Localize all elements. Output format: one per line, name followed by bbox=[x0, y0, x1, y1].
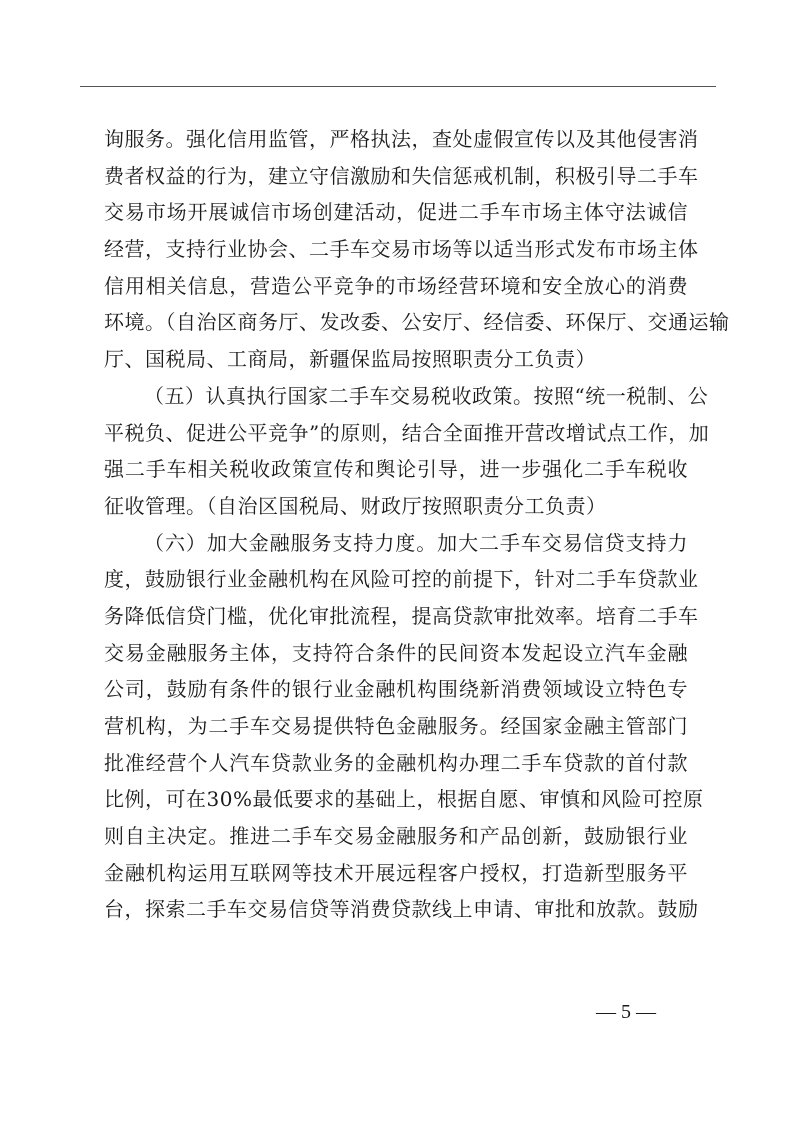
text-line: 公司，鼓励有条件的银行业金融机构围绕新消费领域设立特色专 bbox=[104, 677, 688, 702]
text-line: 费者权益的行为，建立守信激励和失信惩戒机制，积极引导二手车 bbox=[104, 163, 699, 188]
text-line: 交易市场开展诚信市场创建活动，促进二手车市场主体守法诚信 bbox=[104, 200, 688, 225]
text-line: 信用相关信息，营造公平竞争的市场经营环境和安全放心的消费 bbox=[104, 273, 688, 298]
page-number: — 5 — bbox=[596, 1001, 656, 1023]
body-text bbox=[104, 121, 730, 928]
text-line: 批准经营个人汽车贷款业务的金融机构办理二手车贷款的首付款 bbox=[104, 750, 688, 775]
text-line: 比例，可在30%最低要求的基础上，根据自愿、审慎和风险可控原 bbox=[104, 787, 704, 812]
header-rule bbox=[80, 86, 716, 87]
text-line: 平税负、促进公平竞争”的原则，结合全面推开营改增试点工作，加 bbox=[104, 420, 710, 445]
text-line: 金融机构运用互联网等技术开展远程客户授权，打造新型服务平 bbox=[104, 860, 688, 885]
text-line: 度，鼓励银行业金融机构在风险可控的前提下，针对二手车贷款业 bbox=[104, 567, 699, 592]
text-line: 征收管理。（自治区国税局、财政厅按照职责分工负责） bbox=[104, 493, 607, 518]
text-line: 交易金融服务主体，支持符合条件的民间资本发起设立汽车金融 bbox=[104, 640, 688, 665]
section-heading-line: （六）加大金融服务支持力度。加大二手车交易信贷支持力 bbox=[144, 530, 688, 555]
text-line: 营机构，为二手车交易提供特色金融服务。经国家金融主管部门 bbox=[104, 714, 688, 738]
text-line: 厅、国税局、工商局，新疆保监局按照职责分工负责） bbox=[104, 347, 596, 372]
section-heading-line: （五）认真执行国家二手车交易税收政策。按照“统一税制、公 bbox=[144, 383, 709, 408]
text-line: 环境。（自治区商务厅、发改委、公安厅、经信委、环保厅、交通运输 bbox=[104, 310, 730, 335]
text-line: 务降低信贷门槛，优化审批流程，提高贷款审批效率。培育二手车 bbox=[104, 603, 699, 628]
text-line: 询服务。强化信用监管，严格执法，查处虚假宣传以及其他侵害消 bbox=[104, 127, 699, 151]
text-line: 强二手车相关税收政策宣传和舆论引导，进一步强化二手车税收 bbox=[104, 457, 688, 482]
text-line: 经营，支持行业协会、二手车交易市场等以适当形式发布市场主体 bbox=[104, 237, 699, 262]
text-line: 台，探索二手车交易信贷等消费贷款线上申请、审批和放款。鼓励 bbox=[104, 897, 699, 922]
text-line: 则自主决定。推进二手车交易金融服务和产品创新，鼓励银行业 bbox=[104, 824, 688, 849]
